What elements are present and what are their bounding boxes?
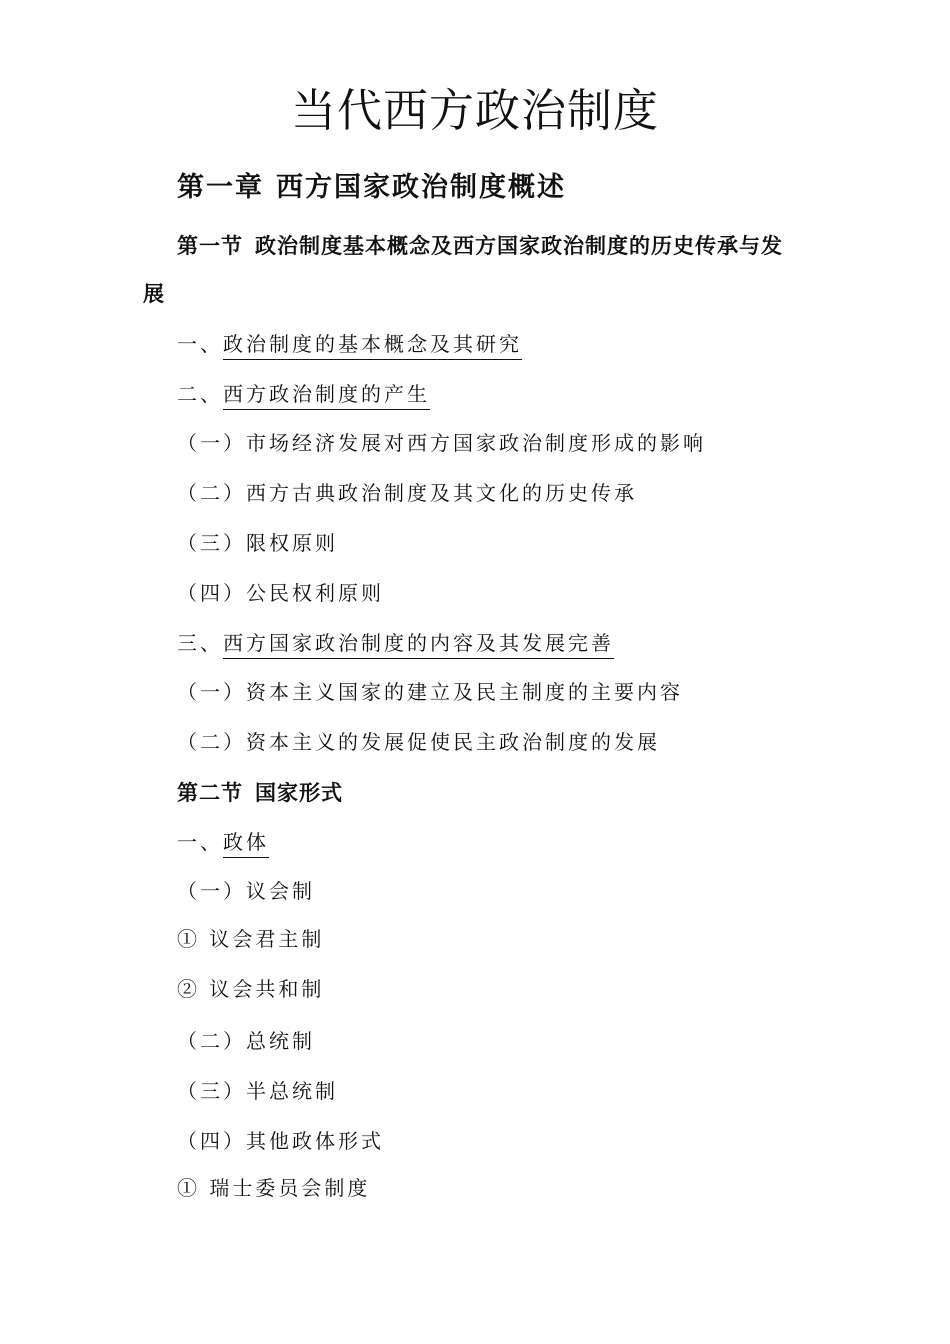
list-item: （三）半总统制: [177, 1079, 338, 1103]
heading-number: 二、: [177, 382, 223, 406]
document-title: 当代西方政治制度: [290, 84, 659, 137]
heading-text: 西方国家政治制度的内容及其发展完善: [223, 631, 614, 659]
section-1-title-line2: 展: [143, 281, 165, 306]
heading-number: 三、: [177, 631, 223, 655]
section-2-title: 国家形式: [255, 780, 343, 805]
list-item: ① 瑞士委员会制度: [177, 1176, 371, 1200]
list-item: ① 议会君主制: [177, 927, 325, 951]
heading-s1-3: [177, 633, 614, 653]
list-item: （二）总统制: [177, 1029, 315, 1053]
chapter-title: 西方国家政治制度概述: [276, 172, 566, 203]
list-item: （四）其他政体形式: [177, 1129, 384, 1153]
heading-number: 一、: [177, 830, 223, 854]
list-item: （一）议会制: [177, 879, 315, 903]
heading-s1-1: [177, 334, 522, 354]
list-item: （四）公民权利原则: [177, 581, 384, 605]
list-item: （二）西方古典政治制度及其文化的历史传承: [177, 481, 637, 505]
list-item: （一）资本主义国家的建立及民主制度的主要内容: [177, 680, 683, 704]
heading-number: 一、: [177, 332, 223, 356]
section-1-label: 第一节: [177, 233, 243, 258]
heading-s1-2: [177, 384, 430, 404]
chapter-heading: [177, 174, 566, 201]
heading-text: 政体: [223, 830, 269, 858]
section-2-heading: [177, 782, 343, 803]
list-item: （三）限权原则: [177, 531, 338, 555]
list-item: （一）市场经济发展对西方国家政治制度形成的影响: [177, 431, 706, 455]
section-2-label: 第二节: [177, 780, 243, 805]
section-1-heading: [177, 235, 783, 256]
list-item: ② 议会共和制: [177, 977, 325, 1001]
section-1-title-line1: 政治制度基本概念及西方国家政治制度的历史传承与发: [255, 233, 783, 258]
chapter-label: 第一章: [177, 172, 264, 203]
heading-text: 西方政治制度的产生: [223, 382, 430, 410]
heading-s2-1: [177, 832, 269, 852]
heading-text: 政治制度的基本概念及其研究: [223, 332, 522, 360]
list-item: （二）资本主义的发展促使民主政治制度的发展: [177, 730, 660, 754]
